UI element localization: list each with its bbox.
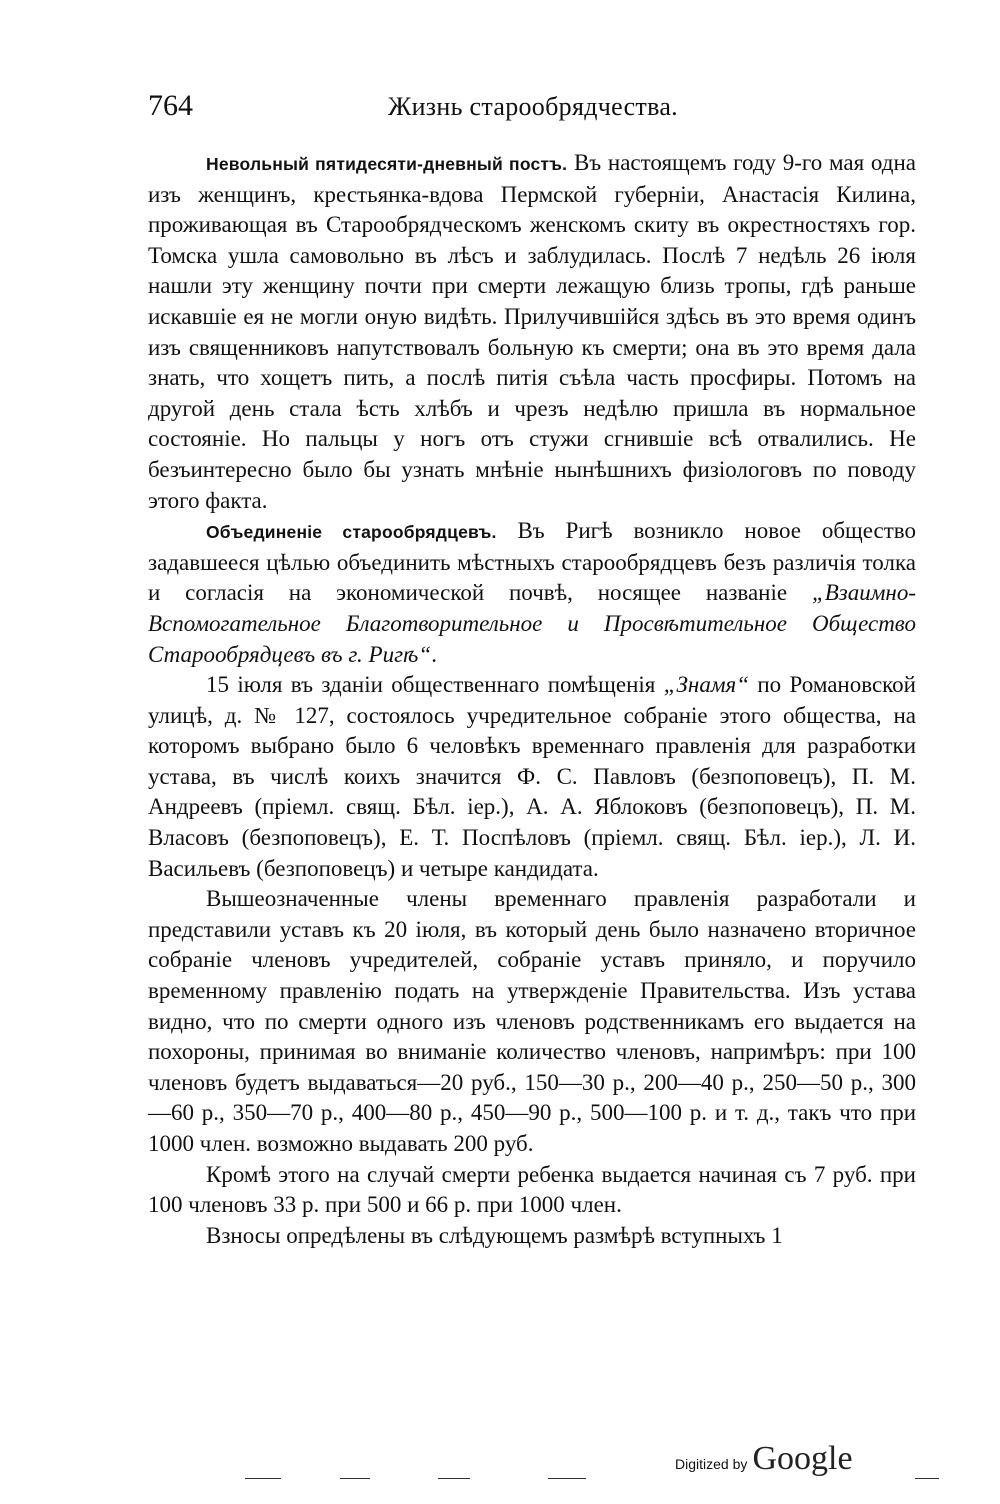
paragraph-fast <box>148 148 916 516</box>
page-number: 764 <box>148 89 193 122</box>
footer-rule <box>245 1478 281 1479</box>
footer-rule <box>438 1478 470 1479</box>
footer-rule <box>915 1478 939 1479</box>
paragraph-child <box>148 1160 916 1221</box>
paragraph-meeting-text-b: по Романовской улицѣ, д. № 127, состоялось учредительное собраніе этого общества, на которомъ выбрано было 6 человѣкъ временнаго правленія для разработки устава, въ числѣ коихъ значится Ф. С. Павловъ (безпоповецъ), П. М. Андреевъ (пріемл. свящ. Бѣл. іер.), А. А. Яблоковъ (безпоповецъ), П. М. Власовъ (безпоповецъ), Е. Т. Поспѣловъ (пріемл. свящ. Бѣл. іер.), Л. И. Васильевъ (безпоповецъ) и четыре кандидата. <box>148 672 916 881</box>
google-logo: Google <box>752 1440 853 1477</box>
building-name: „Знамя“ <box>663 672 749 698</box>
paragraph-fees-text: Взносы опредѣлены въ слѣдующемъ размѣрѣ вступныхъ 1 <box>206 1222 783 1248</box>
paragraph-union-end: . <box>431 641 437 667</box>
paragraph-child-text: Кромѣ этого на случай смерти ребенка выдается начиная съ 7 руб. при 100 членовъ 33 р. при 500 и 66 р. при 1000 член. <box>148 1161 916 1218</box>
paragraph-union-text: Въ Ригѣ возникло новое общество задавшееся цѣлью объединить мѣстныхъ старообрядцевъ безъ различія толка и согласія на экономической почвѣ, носящее названіе <box>148 518 916 606</box>
society-name: „Взаимно-Вспомогательное Благотворительное и Просвѣтительное Общество Старообрядцевъ въ г. Ригѣ“ <box>148 580 916 667</box>
footer-rule <box>340 1478 370 1479</box>
paragraph-fast-text: Въ настоящемъ году 9-го мая одна изъ женщинъ, крестьянка-вдова Пермской губерніи, Анастасія Килина, проживающая въ Старообрядческомъ женскомъ скиту въ окрестностяхъ гор. Томска ушла самовольно въ лѣсъ и заблудилась. Послѣ 7 недѣль 26 іюля нашли эту женщину почти при смерти лежащую близь тропы, гдѣ раньше искавшіе ея не могли оную видѣть. Прилучившійся здѣсь въ это время одинъ изъ священниковъ напутствовалъ больную къ смерти; она въ это время дала знать, что хощетъ пить, а послѣ питія съѣла часть просфиры. Потомъ на другой день стала ѣсть хлѣбъ и чрезъ недѣлю пришла въ нормальное состояніе. Но пальцы у ногъ отъ стужи сгнившіе всѣ отвалились. Не безъинтересно было бы узнать мнѣніе нынѣшнихъ физіологовъ по поводу этого факта. <box>148 150 916 513</box>
paragraph-union <box>148 516 916 670</box>
paragraph-meeting-text-a: 15 іюля въ зданіи общественнаго помѣщенія <box>206 672 664 698</box>
paragraph-meeting <box>148 670 916 884</box>
body-text <box>148 148 916 1251</box>
paragraph-fees <box>148 1221 916 1252</box>
running-title: Жизнь старообрядчества. <box>388 92 678 121</box>
digitized-watermark <box>675 1440 853 1486</box>
paragraph-charter-text: Вышеозначенные члены временнаго правленія разработали и представили уставъ къ 20 іюля, въ который день было назначено вторичное собраніе членовъ учредителей, собраніе уставъ приняло, и поручило временному правленію подать на утвержденіе Правительства. Изъ устава видно, что по смерти одного изъ членовъ родственникамъ его выдается на похороны, принимая во вниманіе количество членовъ, напримѣръ: при 100 членовъ будетъ выдаваться—20 руб., 150—30 р., 200—40 р., 250—50 р., 300—60 р., 350—70 р., 400—80 р., 450—90 р., 500—100 р. и т. д., такъ что при 1000 член. возможно выдавать 200 руб. <box>148 886 916 1156</box>
section-heading-fast: Невольный пятидесяти-дневный постъ. <box>206 154 568 174</box>
footer-rule <box>548 1478 586 1479</box>
digitized-label: Digitized by <box>675 1456 748 1472</box>
paragraph-charter <box>148 884 916 1159</box>
page-header <box>148 88 913 128</box>
section-heading-union: Объединеніе старообрядцевъ. <box>206 522 497 543</box>
